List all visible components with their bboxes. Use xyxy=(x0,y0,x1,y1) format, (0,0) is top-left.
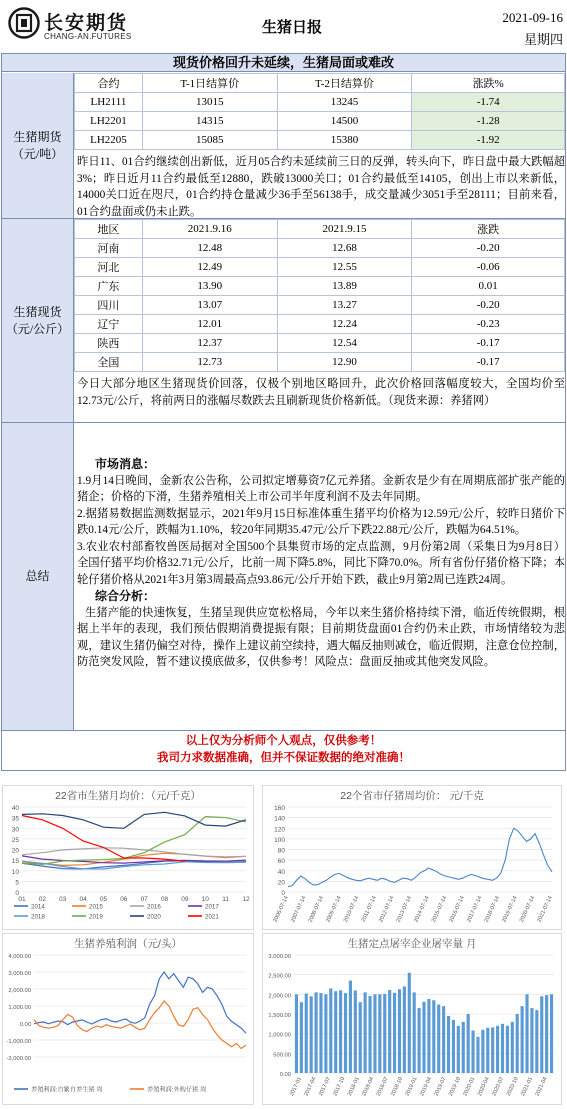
table-row xyxy=(75,277,565,296)
futures-commentary: 昨日11、01合约继续创出新低，近月05合约未延续前三日的反弹，转头向下，昨日盘中最大跌幅超3%；昨日近月11合约最低至12880，跌破13000关口；01合约最低至14105，创出上市以来新低，14000关口近在咫尺，01合约持仓量减少36手至56138手，成交量减少3051手至28111；目前来看，01合约盘面或仍未止跌。 xyxy=(77,156,565,218)
table-row xyxy=(75,353,565,372)
x-tick-label: 2009-07-14 xyxy=(325,895,343,924)
chart-breeding-profit xyxy=(2,933,254,1105)
y-tick-label: 160 xyxy=(274,805,285,812)
chart-title: 22个省市仔猪周均价： 元/千克 xyxy=(340,790,484,802)
y-tick-label: 60 xyxy=(277,858,285,866)
bar xyxy=(388,990,391,1073)
disclaimer xyxy=(2,733,565,767)
news-item: 3.农业农村部畜牧兽医局据对全国500个县集贸市场的定点监测，9月份第2周（采集日为9月8日）全国仔猪平均价格32.71元/公斤，比前一周下降5.8%，同比下降70.0%。所有省份仔猪价格下降；本轮仔猪价格从2021年3月第3周最高点93.86元/公斤开始下跌，截止9月第2周已连跌24周。 xyxy=(77,540,565,586)
x-tick-label: 2018-07-14 xyxy=(483,895,502,924)
bar xyxy=(329,988,332,1073)
y-tick-label: 0.00 xyxy=(279,1072,291,1078)
x-tick-label: 2019-10 xyxy=(447,1076,462,1098)
legend-label: 2018 xyxy=(31,913,45,921)
bar xyxy=(545,995,548,1073)
y-tick-label: 30 xyxy=(11,826,19,834)
y-tick-label: 2,000.00 xyxy=(8,988,31,994)
chart-title: 生猪定点屠宰企业屠宰量 月 xyxy=(347,938,477,950)
y-tick-label: 500.00 xyxy=(273,1052,291,1059)
futures-side-label xyxy=(2,73,74,218)
y-tick-label: 1,000.00 xyxy=(8,1005,31,1011)
bar xyxy=(422,1002,425,1073)
price-cell: 12.73 xyxy=(142,353,277,372)
region-cell: 广东 xyxy=(75,277,143,296)
futures-col-header: 涨跌% xyxy=(412,74,565,93)
price-cell: 12.68 xyxy=(277,239,412,258)
section-divider xyxy=(2,422,565,423)
x-tick-label: 2021-07-14 xyxy=(536,895,554,924)
y-tick-label: 0.00 xyxy=(19,1022,31,1028)
x-tick-label: 11 xyxy=(222,896,230,903)
spot-label: 生猪现货 xyxy=(13,304,62,319)
x-tick-label: 2018-04 xyxy=(361,1076,376,1098)
bar xyxy=(295,994,298,1073)
x-tick-label: 2017-10 xyxy=(332,1076,347,1098)
bar xyxy=(418,1008,421,1073)
table-row xyxy=(75,258,565,277)
table-row xyxy=(75,334,565,353)
price-cell: 12.48 xyxy=(142,239,277,258)
legend-label: 2019 xyxy=(89,913,103,921)
chart-monthly-hog-price xyxy=(2,785,254,930)
chart-title: 生猪养殖利润（元/头） xyxy=(74,938,182,950)
company-logo xyxy=(8,7,168,47)
x-tick-label: 01 xyxy=(18,896,26,903)
x-tick-label: 10 xyxy=(201,896,209,903)
y-tick-label: 120 xyxy=(274,826,285,834)
analysis-text: 生猪产能的快速恢复，生猪呈现供应宽松格局，今年以来生猪价格持续下滑，临近传统假期，根据上半年的表现，我们预估假期消费提振有限；目前期货盘面01合约仍未止跌，市场情绪较为悲观，建议生猪仍偏空对待，操作上建议前空续持，遇大幅反抽则减仓，临近假期，注意仓位控制，防范突发风险，暂不建议摸底做多，仅供参考！风险点：盘面反抽或其他突发风险。 xyxy=(77,606,565,668)
x-tick-label: 2018-10 xyxy=(390,1076,405,1098)
x-tick-label: 12 xyxy=(242,896,250,903)
change-cell: -0.17 xyxy=(412,334,565,353)
report-date: 2021-09-16 xyxy=(502,10,563,25)
x-tick-label: 08 xyxy=(160,896,169,903)
chart-border xyxy=(3,934,254,1105)
spot-col-header: 地区 xyxy=(75,220,143,239)
bar xyxy=(373,994,376,1073)
report-body xyxy=(1,53,566,771)
x-tick-label: 2018-01 xyxy=(346,1076,361,1098)
change-cell: -1.28 xyxy=(412,112,565,131)
spot-col-header: 2021.9.15 xyxy=(277,220,412,239)
price-cell: 13.90 xyxy=(142,277,277,296)
bar xyxy=(344,993,347,1073)
bar xyxy=(334,991,337,1073)
futures-col-header: T-1日结算价 xyxy=(142,74,277,93)
x-tick-label: 04 xyxy=(79,896,87,903)
price-cell: 15380 xyxy=(277,131,412,150)
bar xyxy=(339,990,342,1073)
contract-cell: LH2205 xyxy=(75,131,143,150)
x-tick-label: 2020-07 xyxy=(491,1076,506,1098)
x-tick-label: 2008-07-14 xyxy=(307,895,326,924)
table-row xyxy=(75,131,565,150)
x-tick-label: 2014-07-14 xyxy=(413,895,431,924)
bar xyxy=(491,1027,494,1073)
chart-piglet-weekly-price xyxy=(262,785,562,930)
spot-header-row xyxy=(75,220,565,239)
bar xyxy=(319,993,322,1073)
news-item: 1.9月14日晚间，金新农公告称，公司拟定增募资7亿元养猪。金新农是少有在周期底部扩张产能的猪企；价格的下滑，生猪养殖相关上市公司半年度利润不及去年同期。 xyxy=(77,474,565,503)
y-tick-label: 40 xyxy=(11,805,19,812)
bar xyxy=(368,996,371,1073)
change-cell: -0.17 xyxy=(412,353,565,372)
region-cell: 辽宁 xyxy=(75,315,143,334)
y-tick-label: 80 xyxy=(277,847,285,855)
spot-col-header: 2021.9.16 xyxy=(142,220,277,239)
bar xyxy=(437,1005,440,1073)
bar xyxy=(300,1002,303,1073)
x-tick-label: 03 xyxy=(59,896,67,903)
futures-label: 生猪期货 xyxy=(13,129,62,144)
legend-label: 2014 xyxy=(31,903,45,911)
price-cell: 12.37 xyxy=(142,334,277,353)
bar xyxy=(413,992,416,1073)
x-tick-label: 2015-07-14 xyxy=(430,895,449,924)
y-tick-label: 15 xyxy=(11,858,19,866)
news-item: 2.据猪易数据监测数据显示，2021年9月15日标准体重生猪平均价格为12.59元/公斤，较昨日猪价下跌0.14元/公斤，跌幅为1.10%，较20年同期35.47元/公斤下跌22.88元/公斤，跌幅为64.51%。 xyxy=(77,507,565,536)
table-row xyxy=(75,112,565,131)
y-tick-label: 2,500.00 xyxy=(268,973,291,980)
logo-english-name: CHANG-AN.FUTURES xyxy=(44,32,132,41)
price-cell: 12.24 xyxy=(277,315,412,334)
x-tick-label: 2021-01 xyxy=(520,1076,535,1098)
x-tick-label: 2019-01 xyxy=(404,1076,419,1098)
price-cell: 13.89 xyxy=(277,277,412,296)
bar xyxy=(530,1008,533,1073)
bar xyxy=(305,994,308,1073)
changan-logo-icon xyxy=(8,7,40,39)
futures-header-row xyxy=(75,74,565,93)
price-cell: 12.90 xyxy=(277,353,412,372)
bar xyxy=(550,994,553,1073)
x-tick-label: 2017-04 xyxy=(303,1076,318,1098)
x-tick-label: 09 xyxy=(181,896,189,903)
news-heading: 市场消息： xyxy=(95,457,156,471)
x-tick-label: 2007-07-14 xyxy=(290,895,308,924)
price-cell: 13015 xyxy=(142,93,277,112)
bar xyxy=(506,1026,509,1073)
change-cell: -0.20 xyxy=(412,239,565,258)
y-tick-label: 100 xyxy=(274,836,285,844)
summary-text xyxy=(77,456,565,671)
bar xyxy=(471,1031,474,1073)
bar xyxy=(408,973,411,1073)
change-cell: -1.74 xyxy=(412,93,565,112)
disclaimer-line: 我司力求数据准确，但并不保证数据的绝对准确！ xyxy=(157,752,410,764)
spot-side-label xyxy=(2,219,74,422)
region-cell: 全国 xyxy=(75,353,143,372)
x-tick-label: 2020-07-14 xyxy=(518,895,537,924)
bar xyxy=(457,1026,460,1073)
x-tick-label: 02 xyxy=(38,896,46,903)
bar xyxy=(540,996,543,1073)
legend-label: 养殖利润:自繁自养生猪 周 xyxy=(31,1086,103,1094)
bar xyxy=(398,989,401,1073)
bar xyxy=(516,1014,519,1073)
bar xyxy=(496,1026,499,1073)
bar xyxy=(432,1000,435,1073)
x-tick-label: 2019-07-14 xyxy=(501,895,519,924)
bar xyxy=(315,992,318,1073)
price-cell: 13245 xyxy=(277,93,412,112)
legend-label: 养殖利润:外购仔猪 周 xyxy=(147,1086,207,1094)
price-cell: 12.55 xyxy=(277,258,412,277)
report-weekday: 星期四 xyxy=(523,32,563,47)
bar xyxy=(521,1006,524,1073)
futures-col-header: T-2日结算价 xyxy=(277,74,412,93)
x-tick-label: 2020-10 xyxy=(505,1076,520,1098)
y-tick-label: 20 xyxy=(277,879,285,887)
legend-label: 2021 xyxy=(205,913,219,921)
x-tick-label: 2010-07-14 xyxy=(342,895,361,924)
legend-label: 2016 xyxy=(147,903,161,911)
x-tick-label: 06 xyxy=(120,896,128,903)
bar xyxy=(525,994,528,1073)
section-divider xyxy=(2,730,565,731)
logo-chinese-name: 长安期货 xyxy=(44,13,129,34)
x-tick-label: 2019-04 xyxy=(419,1076,434,1098)
bar xyxy=(364,992,367,1073)
y-tick-label: 35 xyxy=(11,815,19,823)
bar xyxy=(324,994,327,1073)
bar xyxy=(427,999,430,1073)
chart-canvas xyxy=(262,933,562,1105)
table-row xyxy=(75,93,565,112)
bar xyxy=(383,994,386,1073)
legend-label: 2020 xyxy=(147,913,161,921)
bar xyxy=(378,994,381,1073)
table-row xyxy=(75,239,565,258)
y-tick-label: 10 xyxy=(11,868,19,876)
bar xyxy=(501,1024,504,1073)
bar xyxy=(467,1014,470,1073)
bar xyxy=(511,1022,514,1073)
bar xyxy=(403,986,406,1073)
y-tick-label: 4,000.00 xyxy=(8,954,31,960)
y-tick-label: -1,000.00 xyxy=(6,1039,31,1045)
x-tick-label: 2011-07-14 xyxy=(360,895,378,923)
region-cell: 四川 xyxy=(75,296,143,315)
y-tick-label: 40 xyxy=(277,868,285,876)
bar xyxy=(442,1006,445,1073)
y-tick-label: 2,000.00 xyxy=(268,993,291,1000)
y-tick-label: 25 xyxy=(11,836,19,844)
chart-canvas xyxy=(2,933,254,1105)
bar xyxy=(535,1010,538,1073)
change-cell: -1.92 xyxy=(412,131,565,150)
analysis-heading: 综合分析： xyxy=(95,589,156,603)
change-cell: 0.01 xyxy=(412,277,565,296)
spot-commentary: 今日大部分地区生猪现货价回落，仅极个别地区略回升，此次价格回落幅度较大，全国均价至12.73元/公斤，将前两日的涨幅尽数跌去且刷新现货价格新低。（现货来源：养猪网） xyxy=(77,378,565,407)
x-tick-label: 2013-07-14 xyxy=(395,895,414,924)
price-cell: 12.54 xyxy=(277,334,412,353)
legend-label: 2017 xyxy=(205,903,219,911)
table-row xyxy=(75,315,565,334)
futures-table xyxy=(74,73,565,150)
bar xyxy=(476,1037,479,1073)
spot-table xyxy=(74,219,565,372)
chart-title: 22省市生猪月均价：（元/千克） xyxy=(55,790,201,802)
x-tick-label: 2019-07 xyxy=(433,1076,448,1098)
y-tick-label: 5 xyxy=(15,879,19,887)
y-tick-label: 3,000.00 xyxy=(8,971,31,977)
y-tick-label: 0 xyxy=(15,890,19,897)
headline-banner: 现货价格回升未延续，生猪局面或难改 xyxy=(2,54,565,72)
region-cell: 河南 xyxy=(75,239,143,258)
region-cell: 陕西 xyxy=(75,334,143,353)
change-cell: -0.20 xyxy=(412,296,565,315)
contract-cell: LH2111 xyxy=(75,93,143,112)
price-cell: 12.01 xyxy=(142,315,277,334)
bar xyxy=(452,1020,455,1073)
chart-canvas xyxy=(2,785,254,930)
x-tick-label: 05 xyxy=(99,896,108,903)
price-cell: 14315 xyxy=(142,112,277,131)
legend-label: 2015 xyxy=(89,903,103,911)
price-cell: 13.27 xyxy=(277,296,412,315)
report-title: 生猪日报 xyxy=(262,20,323,36)
x-tick-label: 2018-07 xyxy=(375,1076,390,1098)
summary-label: 总结 xyxy=(25,569,50,583)
bar xyxy=(462,1022,465,1073)
region-cell: 河北 xyxy=(75,258,143,277)
y-tick-label: 1,000.00 xyxy=(268,1032,291,1039)
bar xyxy=(393,993,396,1073)
bar xyxy=(359,1002,362,1073)
y-tick-label: 3,000.00 xyxy=(268,954,291,960)
chart-slaughter-volume xyxy=(262,933,562,1105)
change-cell: -0.06 xyxy=(412,258,565,277)
price-cell: 12.49 xyxy=(142,258,277,277)
bar xyxy=(481,1030,484,1073)
report-header xyxy=(0,0,567,50)
futures-unit: （元/吨） xyxy=(11,146,64,161)
bar xyxy=(447,1016,450,1073)
x-tick-label: 2017-07 xyxy=(317,1076,332,1098)
x-tick-label: 2017-07-14 xyxy=(466,895,484,924)
bar xyxy=(349,981,352,1073)
spot-col-header: 涨跌 xyxy=(412,220,565,239)
price-cell: 14500 xyxy=(277,112,412,131)
y-tick-label: 20 xyxy=(11,847,19,855)
x-tick-label: 2016-07-14 xyxy=(448,895,466,924)
x-tick-label: 2021-04 xyxy=(534,1076,549,1098)
x-tick-label: 2020-01 xyxy=(462,1076,477,1098)
table-row xyxy=(75,296,565,315)
price-cell: 13.07 xyxy=(142,296,277,315)
y-tick-label: 140 xyxy=(274,815,285,823)
x-tick-label: 2006-07-14 xyxy=(272,895,290,924)
summary-side-label xyxy=(2,423,74,730)
x-tick-label: 07 xyxy=(140,896,148,903)
bar xyxy=(310,996,313,1073)
change-cell: -0.23 xyxy=(412,315,565,334)
y-tick-label: -2,000.00 xyxy=(6,1056,31,1062)
spot-unit: （元/公斤） xyxy=(5,321,70,336)
y-tick-label: 0 xyxy=(281,890,285,897)
x-tick-label: 2012-07-14 xyxy=(378,895,396,924)
y-tick-label: 1,500.00 xyxy=(268,1013,291,1019)
bar xyxy=(486,1028,489,1073)
x-tick-label: 2020-04 xyxy=(476,1076,491,1098)
bar xyxy=(354,990,357,1073)
chart-canvas xyxy=(262,785,562,930)
x-tick-label: 2017-01 xyxy=(289,1076,304,1098)
disclaimer-line: 以上仅为分析师个人观点，仅供参考！ xyxy=(185,735,382,747)
futures-col-header: 合约 xyxy=(75,74,143,93)
price-cell: 15085 xyxy=(142,131,277,150)
contract-cell: LH2201 xyxy=(75,112,143,131)
